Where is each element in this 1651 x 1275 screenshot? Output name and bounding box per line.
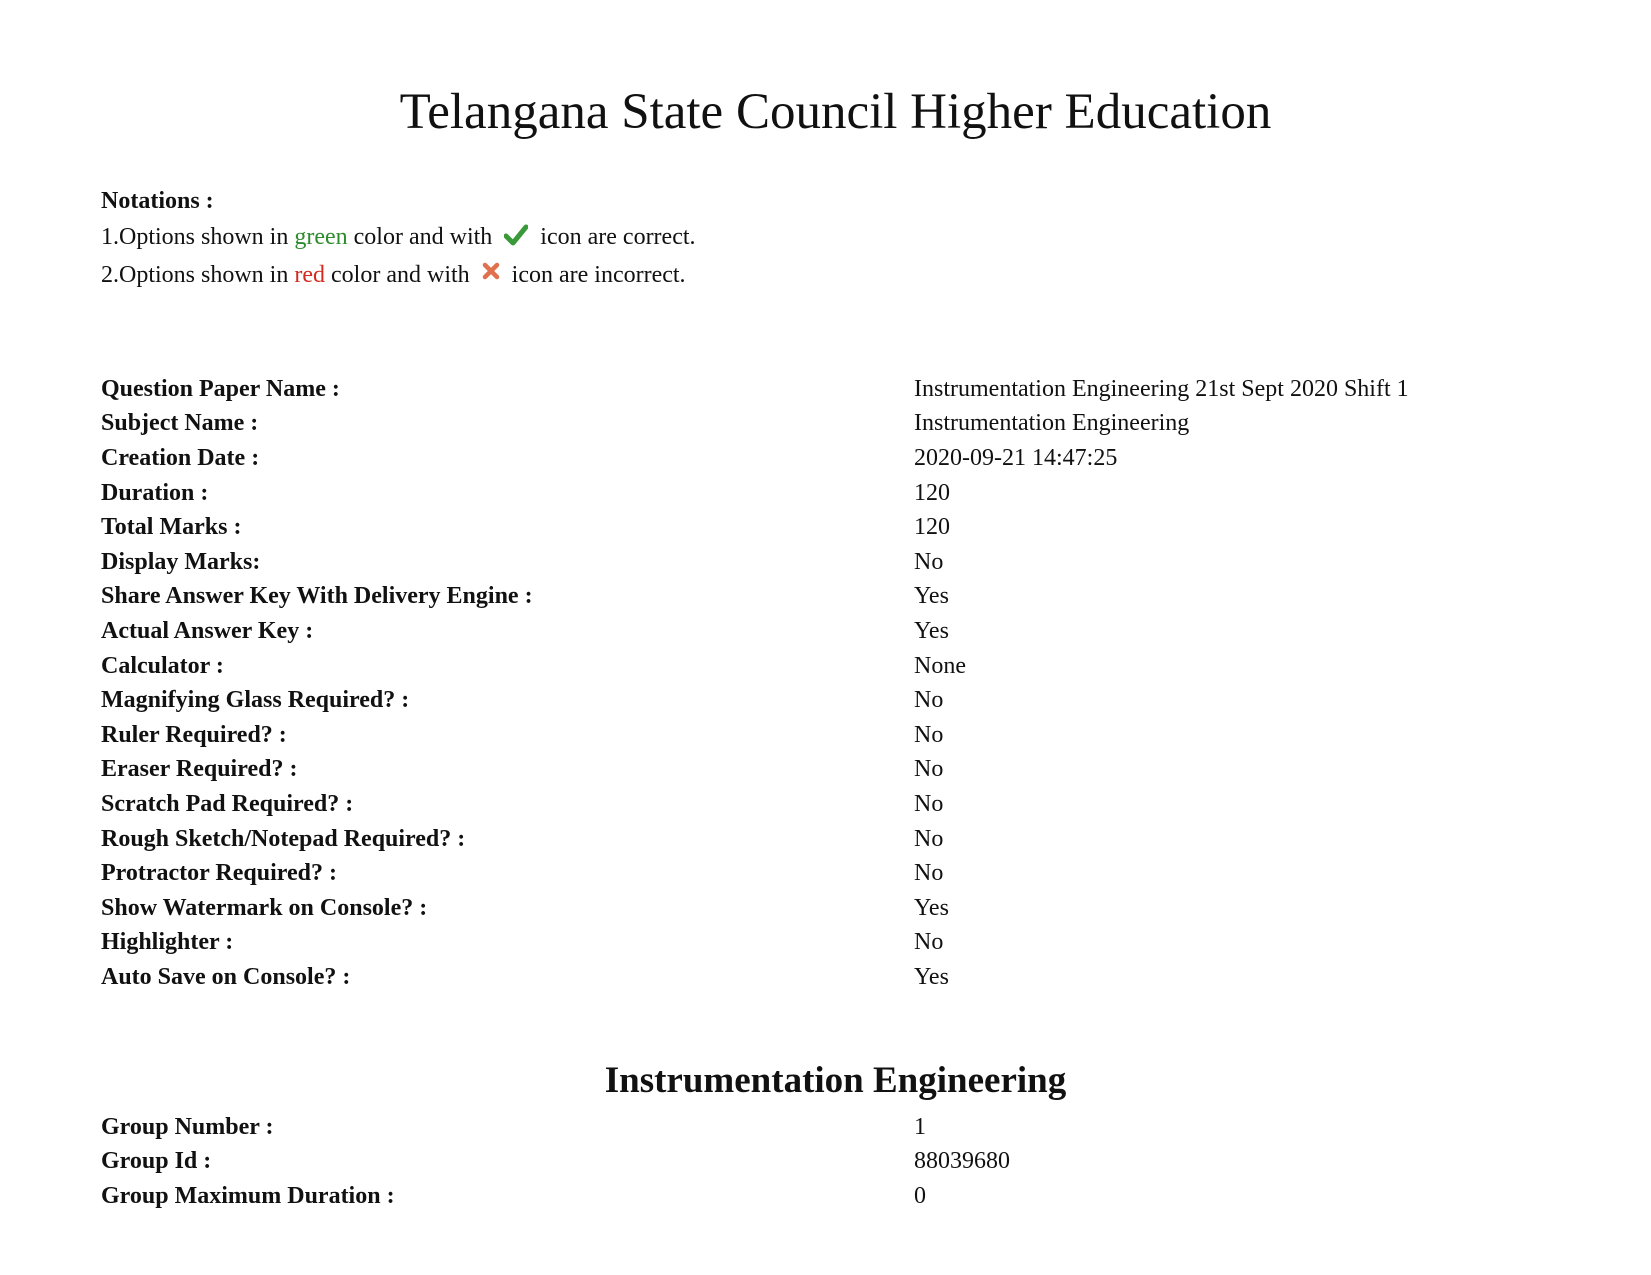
group-row [101, 1110, 1551, 1145]
detail-value: 120 [914, 479, 950, 506]
detail-row [101, 545, 1551, 580]
detail-label: Question Paper Name : [101, 375, 340, 402]
detail-row [101, 718, 1551, 753]
notation-correct-prefix: 1.Options shown in [101, 224, 295, 250]
detail-row [101, 891, 1551, 926]
detail-label: Share Answer Key With Delivery Engine : [101, 583, 533, 610]
detail-row [101, 787, 1551, 822]
detail-value: No [914, 860, 944, 887]
detail-label: Ruler Required? : [101, 721, 287, 748]
detail-label: Subject Name : [101, 410, 259, 437]
detail-value: No [914, 825, 944, 852]
detail-value: 2020-09-21 14:47:25 [914, 444, 1118, 471]
group-details-list [101, 1110, 1551, 1214]
detail-value: No [914, 790, 944, 817]
detail-row [101, 683, 1551, 718]
check-icon [504, 220, 528, 258]
notation-incorrect [101, 256, 696, 294]
notation-incorrect-color-word: red [294, 262, 326, 288]
detail-label: Total Marks : [101, 514, 242, 541]
detail-row [101, 649, 1551, 684]
detail-value: Instrumentation Engineering 21st Sept 2020 Shift 1 [914, 375, 1409, 402]
detail-label: Scratch Pad Required? : [101, 790, 354, 817]
detail-row [101, 926, 1551, 961]
notation-correct [101, 218, 696, 256]
detail-label: Eraser Required? : [101, 756, 298, 783]
detail-label: Calculator : [101, 652, 224, 679]
detail-label: Highlighter : [101, 929, 234, 956]
notations-heading: Notations : [101, 188, 214, 214]
detail-row [101, 614, 1551, 649]
detail-row [101, 441, 1551, 476]
detail-row [101, 510, 1551, 545]
detail-value: Yes [914, 963, 949, 990]
detail-label: Show Watermark on Console? : [101, 894, 428, 921]
detail-label: Auto Save on Console? : [101, 963, 351, 990]
detail-value: 120 [914, 514, 950, 541]
notation-incorrect-middle: color and with [325, 262, 476, 288]
group-label: Group Number : [101, 1113, 274, 1140]
detail-value: Yes [914, 894, 949, 921]
detail-row [101, 407, 1551, 442]
notation-incorrect-prefix: 2.Options shown in [101, 262, 295, 288]
notations-block [101, 184, 696, 294]
cross-icon [482, 258, 500, 296]
detail-row [101, 822, 1551, 857]
detail-label: Creation Date : [101, 444, 260, 471]
group-row [101, 1145, 1551, 1180]
section-title: Instrumentation Engineering [604, 1060, 1067, 1101]
detail-value: No [914, 721, 944, 748]
detail-row [101, 753, 1551, 788]
detail-value: Yes [914, 583, 949, 610]
paper-details-list [101, 372, 1551, 995]
group-row [101, 1179, 1551, 1214]
detail-value: No [914, 548, 944, 575]
detail-value: Yes [914, 617, 949, 644]
detail-row [101, 856, 1551, 891]
detail-label: Magnifying Glass Required? : [101, 687, 410, 714]
notation-correct-color-word: green [294, 224, 348, 250]
detail-label: Actual Answer Key : [101, 617, 314, 644]
group-value: 1 [914, 1113, 926, 1140]
detail-label: Rough Sketch/Notepad Required? : [101, 825, 466, 852]
detail-value: No [914, 929, 944, 956]
detail-value: Instrumentation Engineering [914, 410, 1190, 437]
group-label: Group Maximum Duration : [101, 1182, 395, 1209]
detail-value: No [914, 756, 944, 783]
detail-value: None [914, 652, 966, 679]
notation-correct-suffix: icon are correct. [534, 224, 696, 250]
detail-label: Display Marks: [101, 548, 261, 575]
group-value: 0 [914, 1182, 926, 1209]
notation-incorrect-suffix: icon are incorrect. [505, 262, 686, 288]
group-value: 88039680 [914, 1148, 1010, 1175]
detail-value: No [914, 687, 944, 714]
detail-row [101, 960, 1551, 995]
detail-label: Protractor Required? : [101, 860, 337, 887]
page-title: Telangana State Council Higher Education [399, 84, 1272, 140]
detail-label: Duration : [101, 479, 209, 506]
detail-row [101, 476, 1551, 511]
group-label: Group Id : [101, 1148, 212, 1175]
detail-row [101, 372, 1551, 407]
detail-row [101, 580, 1551, 615]
notation-correct-middle: color and with [347, 224, 499, 250]
